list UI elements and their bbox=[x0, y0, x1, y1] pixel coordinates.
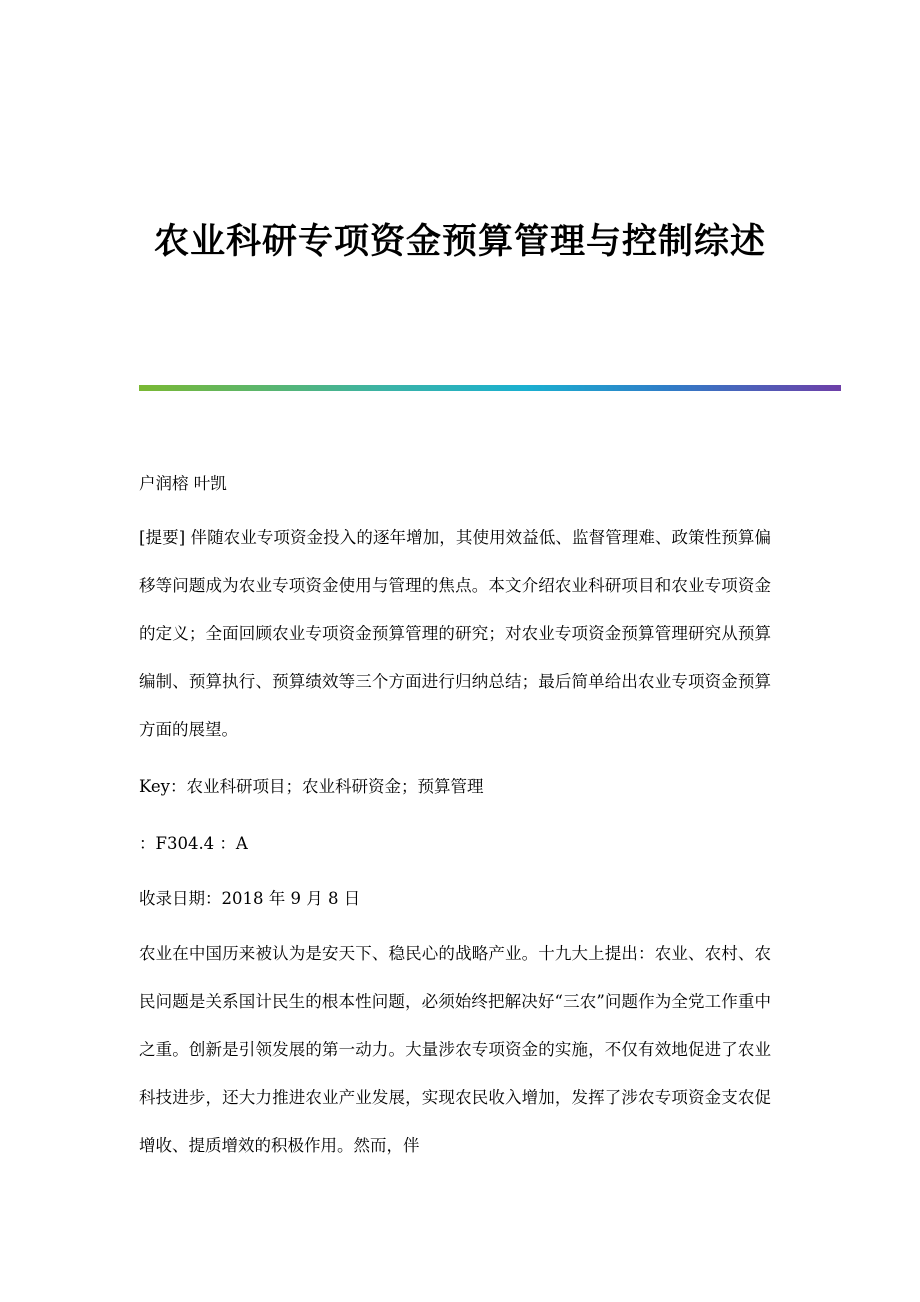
received-date-line: 收录日期：2018 年 9 月 8 日 bbox=[139, 889, 361, 908]
title-divider bbox=[139, 385, 841, 391]
classification-line: ：F304.4 ：A bbox=[139, 834, 248, 853]
author-line: 户润榕 叶凯 bbox=[139, 474, 227, 493]
abstract-paragraph: [提要] 伴随农业专项资金投入的逐年增加，其使用效益低、监督管理难、政策性预算偏移等问题成为农业专项资金使用与管理的焦点。本文介绍农业科研项目和农业专项资金的定义；全面回顾农业专项资金预算管理的研究；对农业专项资金预算管理研究从预算编制、预算执行、预算绩效等三个方面进行归纳总结；最后简单给出农业专项资金预算方面的展望。 bbox=[139, 528, 771, 739]
document-title: 农业科研专项资金预算管理与控制综述 bbox=[153, 221, 766, 262]
body-paragraph: 农业在中国历来被认为是安天下、稳民心的战略产业。十九大上提出：农业、农村、农民问题是关系国计民生的根本性问题，必须始终把解决好“三农”问题作为全党工作重中之重。创新是引领发展的第一动力。大量涉农专项资金的实施，不仅有效地促进了农业科技进步，还大力推进农业产业发展，实现农民收入增加，发挥了涉农专项资金支农促增收、提质增效的积极作用。然而，伴 bbox=[139, 944, 771, 1155]
keywords-line: Key：农业科研项目；农业科研资金；预算管理 bbox=[139, 777, 484, 796]
